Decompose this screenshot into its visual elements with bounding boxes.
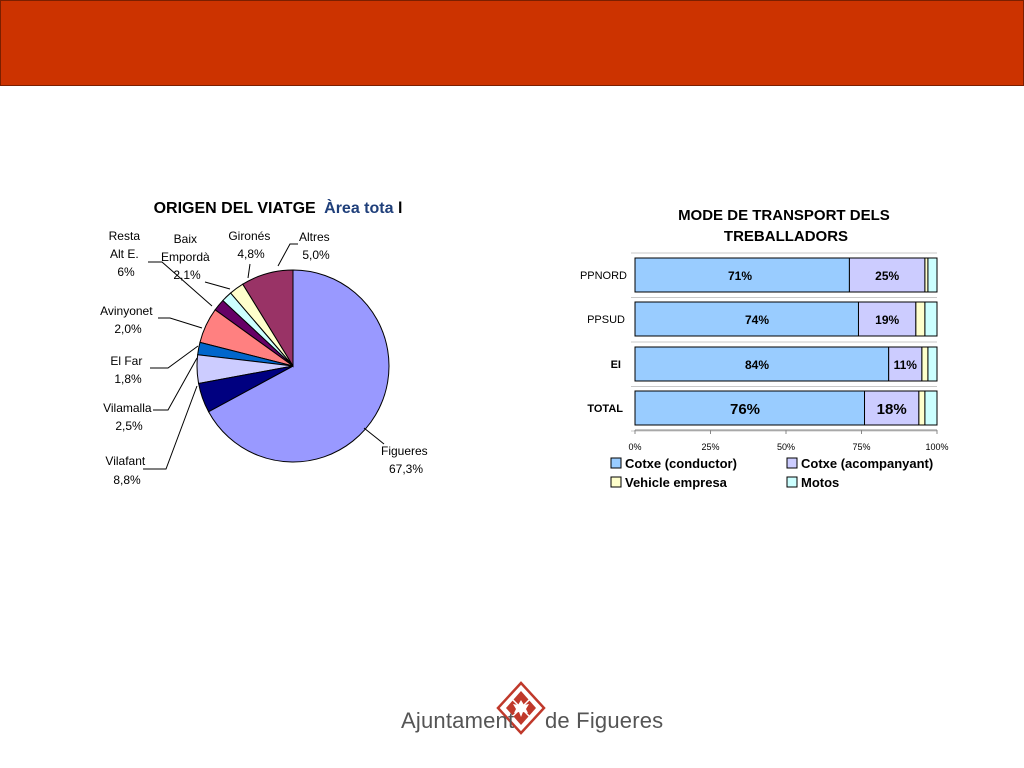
- bar-label-total-conductor: 76%: [729, 401, 761, 418]
- bar-ppnord-motos: [928, 258, 937, 292]
- bar-legend: [611, 456, 933, 490]
- bar-x-axis: [628, 430, 948, 452]
- bar-ei-motos: [928, 347, 937, 381]
- leader-altres: [278, 244, 298, 266]
- legend-label-empresa: Vehicle empresa: [625, 475, 727, 490]
- leader-figueres: [364, 428, 384, 444]
- legend-swatch-acompanyant: [787, 458, 797, 468]
- pie-slices: [197, 270, 389, 462]
- bar-category-ppsud: PPSUD: [587, 314, 625, 326]
- legend-swatch-empresa: [611, 477, 621, 487]
- label-avinyonet: Avinyonet 2,0%: [100, 304, 153, 336]
- bar-x-tick-label: 0%: [628, 442, 642, 452]
- pie-title-highlight: Àrea tota: [324, 200, 394, 217]
- leader-girones: [248, 264, 250, 278]
- leader-avinyonet: [158, 318, 202, 328]
- bar-ei-empresa: [922, 347, 928, 381]
- label-vilamalla: Vilamalla 2,5%: [103, 401, 152, 433]
- bar-label-ppnord-acompanyant: 25%: [875, 269, 900, 283]
- bar-label-ppsud-acompanyant: 19%: [875, 313, 900, 327]
- pie-title-tail: l: [397, 200, 403, 217]
- label-vilafant: Vilafant 8,8%: [105, 454, 146, 487]
- bar-label-ei-acompanyant: 11%: [893, 358, 917, 372]
- label-girones: Gironés 4,8%: [228, 229, 271, 261]
- footer-ajuntament: Ajuntament: [401, 708, 515, 733]
- bar-x-tick-label: 75%: [852, 442, 871, 452]
- bar-x-tick-label: 100%: [925, 442, 949, 452]
- label-resta: Resta Alt E. 6%: [108, 229, 141, 279]
- legend-swatch-conductor: [611, 458, 621, 468]
- legend-label-acompanyant: Cotxe (acompanyant): [801, 456, 934, 471]
- bar-category-ei: EI: [610, 359, 621, 371]
- legend-label-conductor: Cotxe (conductor): [625, 456, 737, 471]
- bar-category-total: TOTAL: [587, 403, 623, 415]
- bar-total-empresa: [919, 391, 925, 425]
- bar-category-labels: [580, 270, 627, 415]
- label-baix: Baix Empordà 2,1%: [160, 232, 210, 282]
- legend-label-motos: Motos: [801, 475, 840, 490]
- bar-label-ppnord-conductor: 71%: [727, 269, 753, 283]
- leader-baix: [205, 282, 230, 289]
- leader-vilafant: [143, 386, 197, 469]
- bar-chart: [580, 207, 949, 490]
- pie-title-main: ORIGEN DEL VIATGE: [153, 200, 316, 217]
- bar-category-ppnord: PPNORD: [579, 270, 627, 282]
- bar-total-motos: [925, 391, 937, 425]
- label-elfar: El Far 1,8%: [110, 354, 143, 386]
- bar-label-ei-conductor: 84%: [744, 358, 770, 372]
- bar-x-tick-label: 50%: [776, 442, 796, 452]
- legend-swatch-motos: [787, 477, 797, 487]
- bar-label-total-acompanyant: 18%: [876, 401, 907, 418]
- label-altres: Altres 5,0%: [298, 230, 330, 262]
- leader-elfar: [150, 346, 198, 368]
- bar-ppsud-empresa: [916, 302, 925, 336]
- bar-chart-title: MODE DE TRANSPORT DELS TREBALLADORS: [678, 207, 890, 245]
- label-figueres: Figueres 67,3%: [380, 444, 428, 476]
- bar-x-tick-label: 25%: [701, 442, 720, 452]
- bar-label-ppsud-conductor: 74%: [744, 313, 770, 327]
- pie-chart-title: [154, 198, 403, 217]
- leader-vilamalla: [153, 358, 197, 410]
- bar-ppsud-motos: [925, 302, 937, 336]
- footer-de-figueres: de Figueres: [545, 708, 664, 733]
- pie-chart: [100, 198, 431, 487]
